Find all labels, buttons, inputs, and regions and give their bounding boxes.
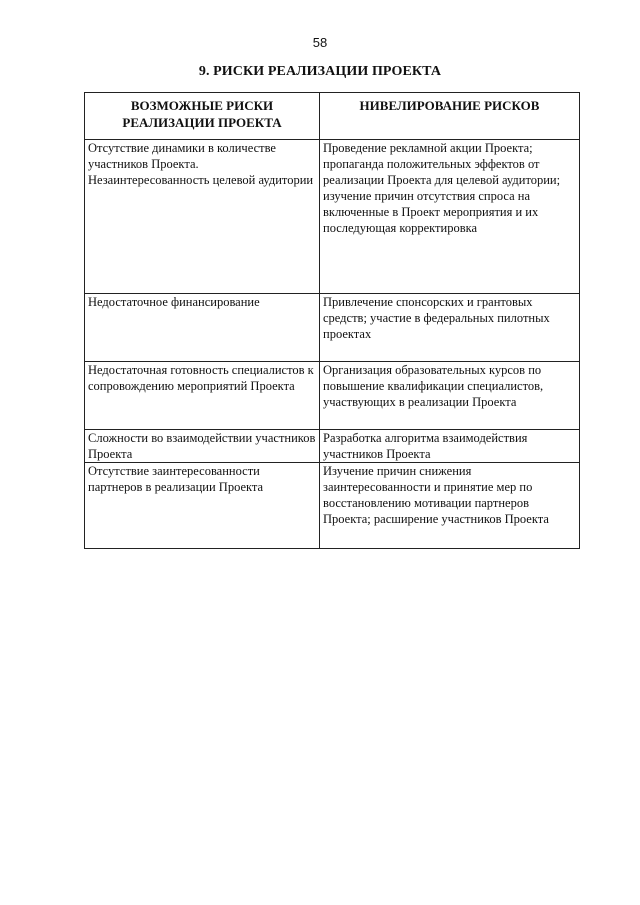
mitigation-cell: Изучение причин снижения заинтересованности и принятие мер по восстановлению мотивации партнеров Проекта; расширение участников Проекта — [320, 463, 580, 549]
mitigation-cell: Разработка алгоритма взаимодействия участников Проекта — [320, 430, 580, 463]
table-row — [85, 430, 580, 463]
section-title: 9. РИСКИ РЕАЛИЗАЦИИ ПРОЕКТА — [198, 64, 442, 79]
mitigation-cell: Привлечение спонсорских и грантовых средств; участие в федеральных пилотных проектах — [320, 294, 580, 362]
table-header-row — [85, 93, 580, 140]
header-risk-mitigation: НИВЕЛИРОВАНИЕ РИСКОВ — [320, 93, 580, 140]
risk-cell: Отсутствие заинтересованности партнеров в реализации Проекта — [85, 463, 320, 549]
header-possible-risks: ВОЗМОЖНЫЕ РИСКИ РЕАЛИЗАЦИИ ПРОЕКТА — [85, 93, 320, 140]
mitigation-cell: Проведение рекламной акции Проекта; пропаганда положительных эффектов от реализации Проекта для целевой аудитории; изучение причин отсутствия спроса на включенные в Проект мероприятия и их последующая корректировка — [320, 140, 580, 294]
risk-cell: Недостаточное финансирование — [85, 294, 320, 362]
page-number: 58 — [312, 35, 328, 50]
table-row — [85, 463, 580, 549]
mitigation-cell: Организация образовательных курсов по повышение квалификации специалистов, участвующих в реализации Проекта — [320, 362, 580, 430]
risks-table — [84, 92, 580, 549]
risk-cell: Сложности во взаимодействии участников Проекта — [85, 430, 320, 463]
risk-cell: Отсутствие динамики в количестве участников Проекта. Незаинтересованность целевой аудитории — [85, 140, 320, 294]
table-row — [85, 362, 580, 430]
table-row — [85, 140, 580, 294]
table-row — [85, 294, 580, 362]
risk-cell: Недостаточная готовность специалистов к сопровождению мероприятий Проекта — [85, 362, 320, 430]
